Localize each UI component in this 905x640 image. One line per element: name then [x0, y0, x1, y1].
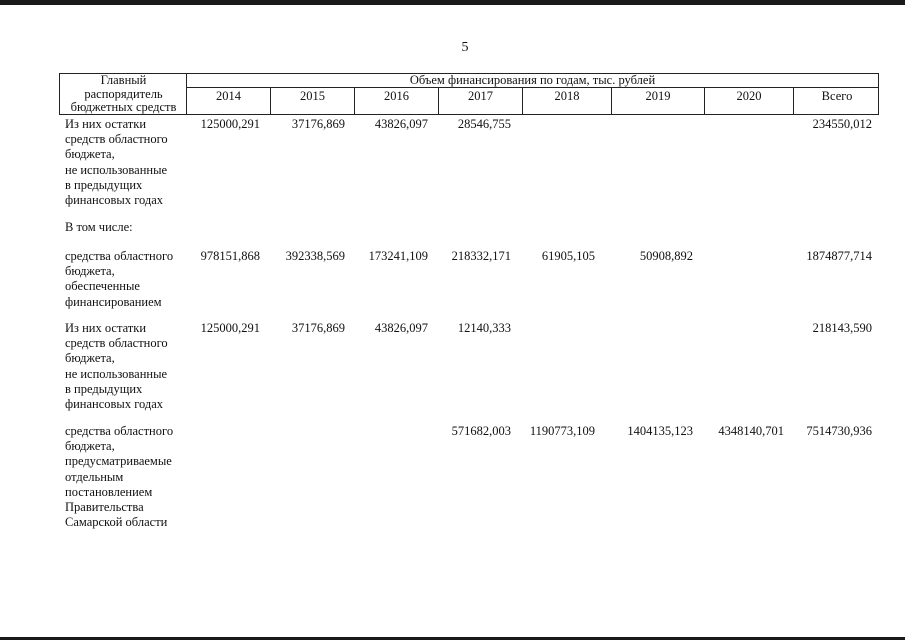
row-label: Из них остатки средств областного бюджета, не использованные в предыдущих финансовых годах	[65, 117, 168, 208]
cell-total: 234550,012	[812, 117, 872, 131]
cell-total: 7514730,936	[806, 424, 872, 438]
year-header-2018: 2018	[554, 89, 580, 103]
cell-2016: 43826,097	[374, 117, 428, 131]
header-group-title: Объем финансирования по годам, тыс. рублей	[409, 73, 656, 87]
row-label: В том числе:	[65, 220, 133, 234]
year-header-2015: 2015	[300, 89, 325, 103]
cell-2017: 218332,171	[451, 249, 511, 263]
cell-2019: 1404135,123	[627, 424, 693, 438]
scan-top-border	[0, 0, 905, 5]
cell-2018: 61905,105	[541, 249, 595, 263]
cell-2016: 43826,097	[374, 321, 428, 335]
cell-2017: 571682,003	[451, 424, 511, 438]
cell-2019: 50908,892	[639, 249, 693, 263]
page-number: 5	[461, 40, 469, 55]
cell-2015: 392338,569	[285, 249, 345, 263]
row-label: средства областного бюджета, обеспеченные финансированием	[65, 249, 174, 309]
table-header	[59, 73, 879, 115]
cell-total: 218143,590	[812, 321, 872, 335]
cell-2014: 125000,291	[200, 321, 260, 335]
cell-2020: 4348140,701	[718, 424, 784, 438]
cell-2017: 12140,333	[457, 321, 511, 335]
header-line: бюджетных средств	[70, 100, 177, 114]
year-header-2019: 2019	[645, 89, 671, 103]
year-header-2017: 2017	[468, 89, 493, 103]
cell-2015: 37176,869	[291, 321, 345, 335]
cell-2017: 28546,755	[457, 117, 511, 131]
year-header-2014: 2014	[216, 89, 241, 103]
cell-total: 1874877,714	[806, 249, 872, 263]
row-label: средства областного бюджета, предусматриваемые отдельным постановлением Правительства Самарской области	[65, 424, 174, 530]
year-header-2016: 2016	[384, 89, 409, 103]
header-line: распорядитель	[84, 86, 163, 101]
cell-2018: 1190773,109	[529, 424, 595, 438]
year-header-2020: 2020	[736, 89, 762, 103]
row-label: Из них остатки средств областного бюджета, не использованные в предыдущих финансовых годах	[65, 321, 168, 412]
cell-2014: 125000,291	[200, 117, 260, 131]
header-first-column	[60, 74, 187, 115]
cell-2015: 37176,869	[291, 117, 345, 131]
cell-2014: 978151,868	[200, 249, 260, 263]
header-line: Главный	[100, 73, 147, 87]
cell-2016: 173241,109	[368, 249, 428, 263]
year-header-total: Всего	[821, 89, 853, 103]
